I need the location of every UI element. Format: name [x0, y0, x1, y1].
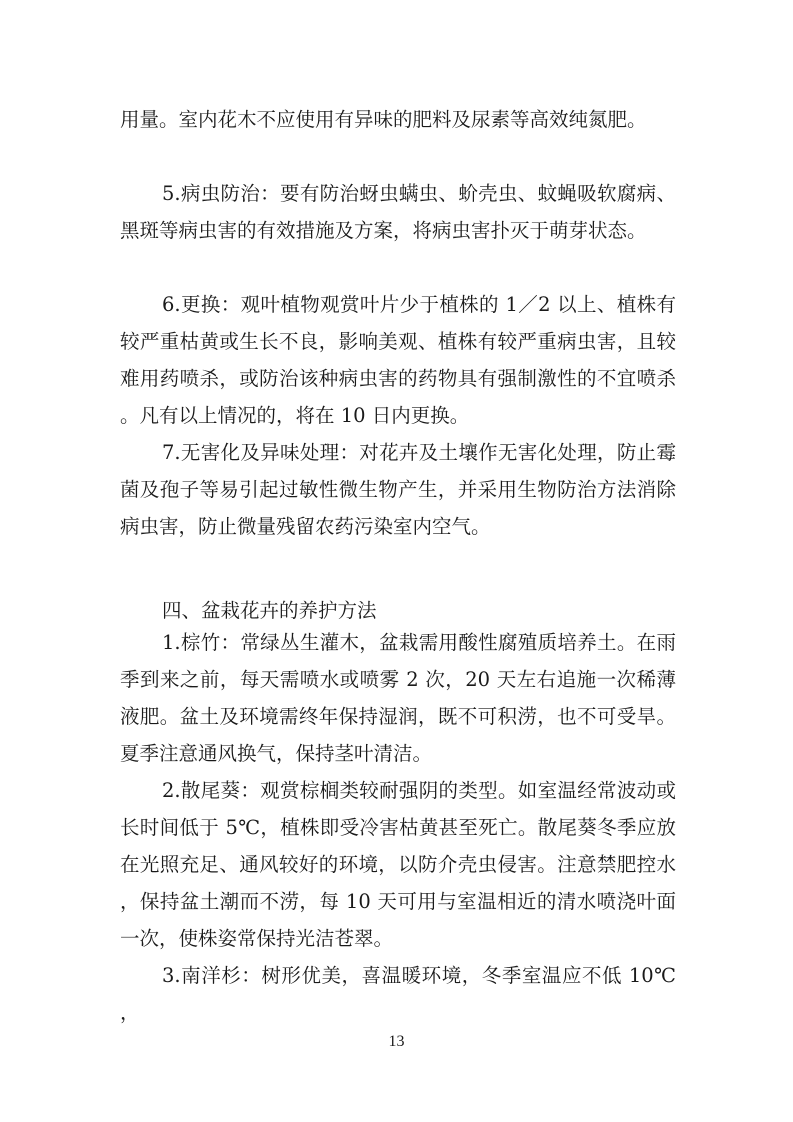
page-number: 13 — [388, 1033, 405, 1050]
paragraph-rhapis: 1.棕竹：常绿丛生灌木，盆栽需用酸性腐殖质培养土。在雨季到来之前，每天需喷水或喷雾 2 次，20 天左右追施一次稀薄液肥。盆土及环境需终年保持湿润，既不可积涝，也不可受旱。夏季注意通风换气，保持茎叶清洁。 — [120, 631, 676, 765]
paragraph-pest-control: 5.病虫防治：要有防治蚜虫螨虫、蚧壳虫、蚊蝇吸软腐病、黑斑等病虫害的有效措施及方案，将病虫害扑灭于萌芽状态。 — [120, 182, 676, 242]
paragraph-fertilizer-continuation: 用量。室内花木不应使用有异味的肥料及尿素等高效纯氮肥。 — [120, 108, 647, 131]
paragraph-araucaria: 3.南洋杉：树形优美，喜温暖环境，冬季室温应不低 10℃， — [120, 964, 676, 1024]
paragraph-replacement: 6.更换：观叶植物观赏叶片少于植株的 1／2 以上、植株有较严重枯黄或生长不良，影响美观、植株有较严重病虫害，且较难用药喷杀，或防治该种病虫害的药物具有强制激性的不宜喷杀。凡有以上情况的，将在 10 日内更换。 — [120, 293, 676, 427]
paragraph-harmless-treatment: 7.无害化及异味处理：对花卉及土壤作无害化处理，防止霉菌及孢子等易引起过敏性微生物产生，并采用生物防治方法消除病虫害，防止微量残留农药污染室内空气。 — [120, 441, 676, 538]
section-heading: 四、盆栽花卉的养护方法 — [162, 599, 377, 622]
paragraph-areca-palm: 2.散尾葵：观赏棕榈类较耐强阴的类型。如室温经常波动或长时间低于 5℃，植株即受冷害枯黄甚至死亡。散尾葵冬季应放在光照充足、通风较好的环境，以防介壳虫侵害。注意禁肥控水，保持盆土潮而不涝，每 10 天可用与室温相近的清水喷浇叶面一次，使株姿常保持光洁苍翠。 — [120, 779, 676, 950]
